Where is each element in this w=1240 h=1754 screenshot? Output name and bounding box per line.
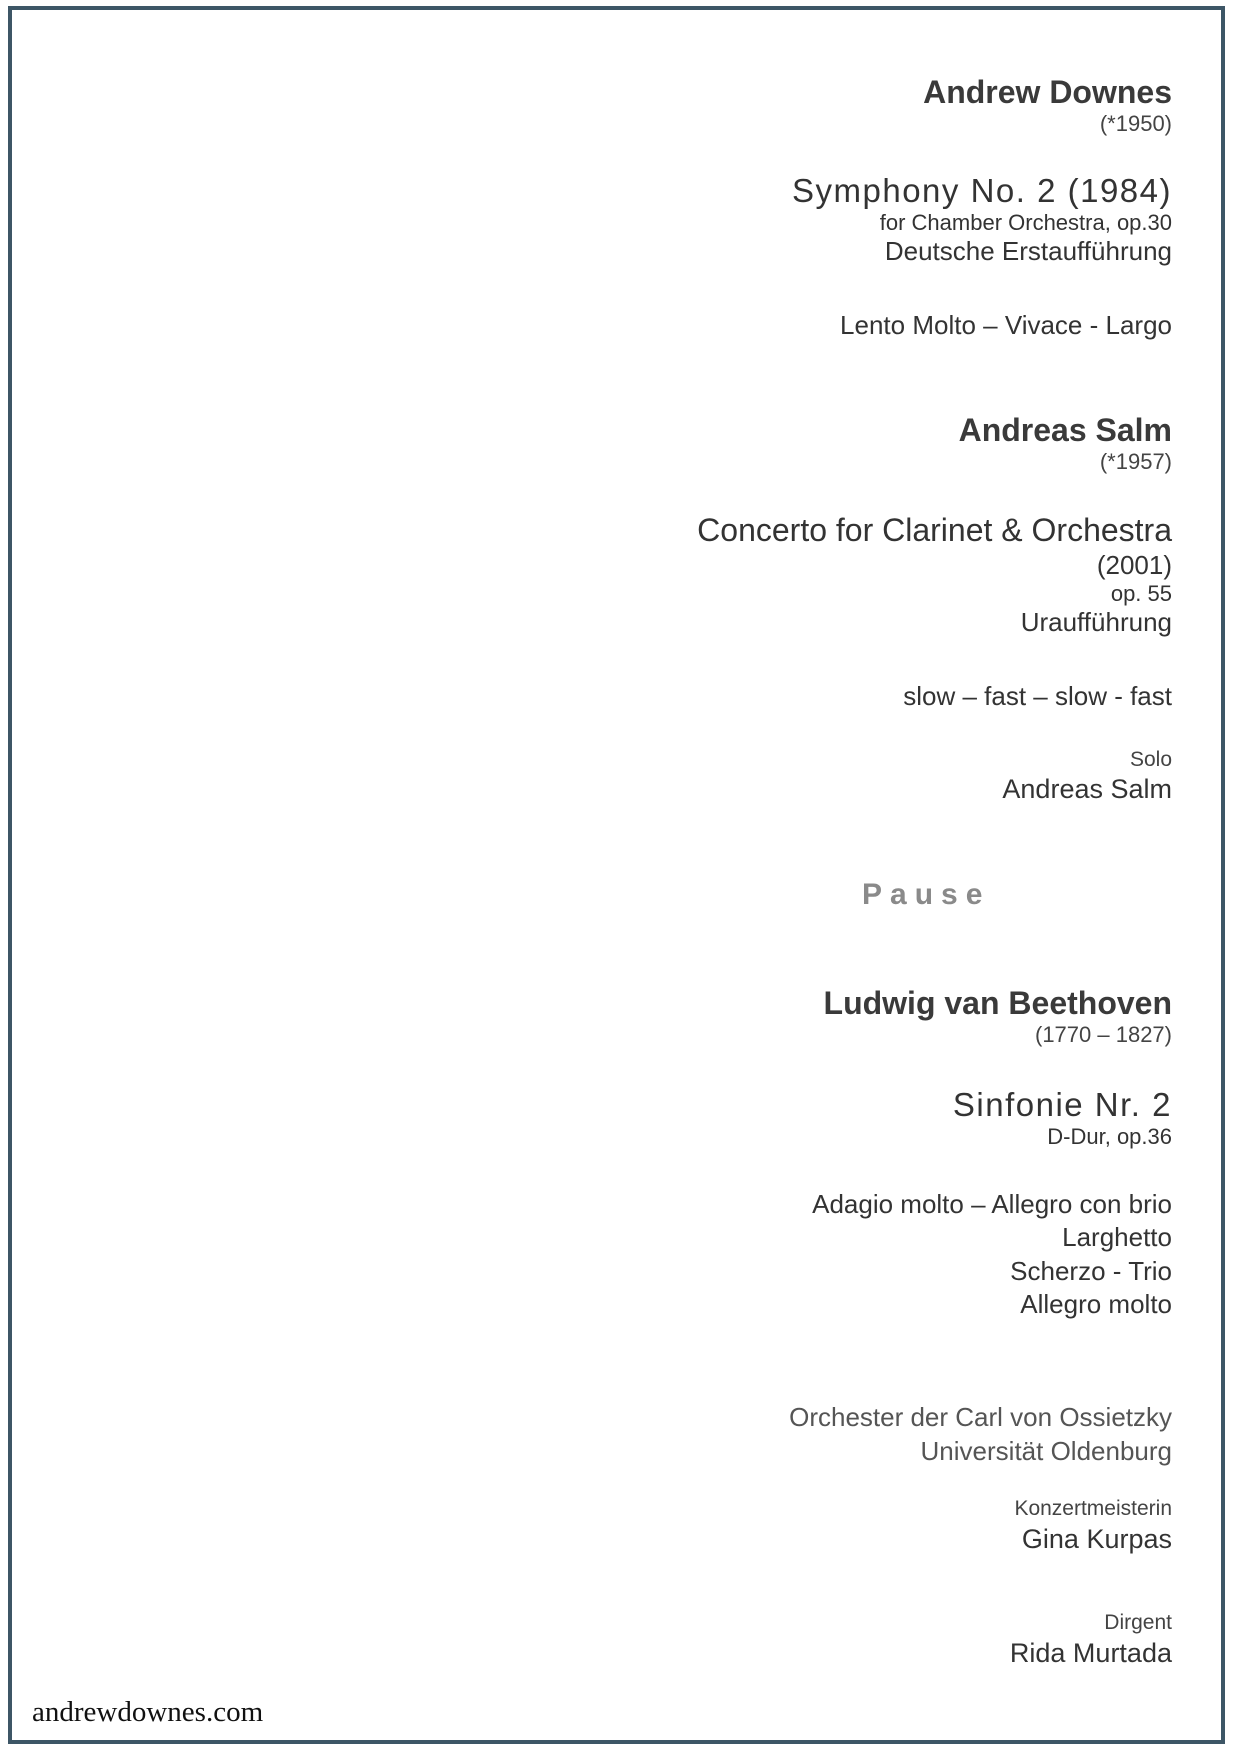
work3-title-block [953,1086,1172,1149]
concertmaster-block [1014,1497,1172,1555]
work3-composer: Ludwig van Beethoven [823,985,1172,1021]
work3-movement: Scherzo - Trio [1010,1255,1172,1286]
work2-composer: Andreas Salm [958,412,1172,448]
orchestra-line1: Orchester der Carl von Ossietzky [789,1402,1172,1432]
orchestra-line2: Universität Oldenburg [920,1435,1172,1466]
pause-label: Pause [862,878,991,911]
work1-title: Symphony No. 2 (1984) [791,172,1172,209]
work3-movement: Adagio molto – Allegro con brio [812,1189,1172,1219]
work2-composer-block [959,412,1172,474]
work1-movements [840,311,1172,341]
work2-opus: op. 55 [1110,580,1172,606]
work2-year: (2001) [1096,549,1172,580]
conductor-name: Rida Murtada [1009,1638,1172,1669]
work1-composer: Andrew Downes [923,74,1172,110]
work3-title: Sinfonie Nr. 2 [952,1086,1172,1123]
work3-subtitle: D-Dur, op.36 [1047,1123,1172,1149]
conductor-block [1010,1611,1172,1669]
work1-movements-text: Lento Molto – Vivace - Largo [840,310,1172,340]
concertmaster-label: Konzertmeisterin [1014,1497,1172,1520]
work3-movement: Allegro molto [1020,1288,1172,1319]
work2-title-block [697,512,1172,638]
website-link[interactable]: andrewdownes.com [32,1696,264,1728]
work2-movements [903,682,1172,712]
work3-movement: Larghetto [1062,1222,1172,1253]
concertmaster-name: Gina Kurpas [1021,1524,1172,1555]
work2-movements-text: slow – fast – slow - fast [903,681,1172,711]
work2-premiere: Uraufführung [1020,606,1172,637]
work2-solo-name: Andreas Salm [1002,774,1172,805]
work1-composer-dates: (*1950) [1099,110,1172,136]
conductor-label: Dirgent [1104,1611,1172,1634]
work2-soloist-block [1002,748,1172,805]
work2-title: Concerto for Clarinet & Orchestra [697,512,1172,548]
work3-movements [812,1188,1172,1321]
work1-composer-block [923,74,1172,136]
orchestra-block [789,1401,1172,1469]
work2-composer-dates: (*1957) [1099,448,1172,474]
work3-composer-dates: (1770 – 1827) [1035,1021,1172,1047]
work3-composer-block [824,985,1172,1047]
work1-subtitle: for Chamber Orchestra, op.30 [879,209,1172,235]
work1-premiere: Deutsche Erstaufführung [884,236,1172,267]
work1-title-block [792,172,1172,267]
work2-solo-label: Solo [1129,748,1172,771]
